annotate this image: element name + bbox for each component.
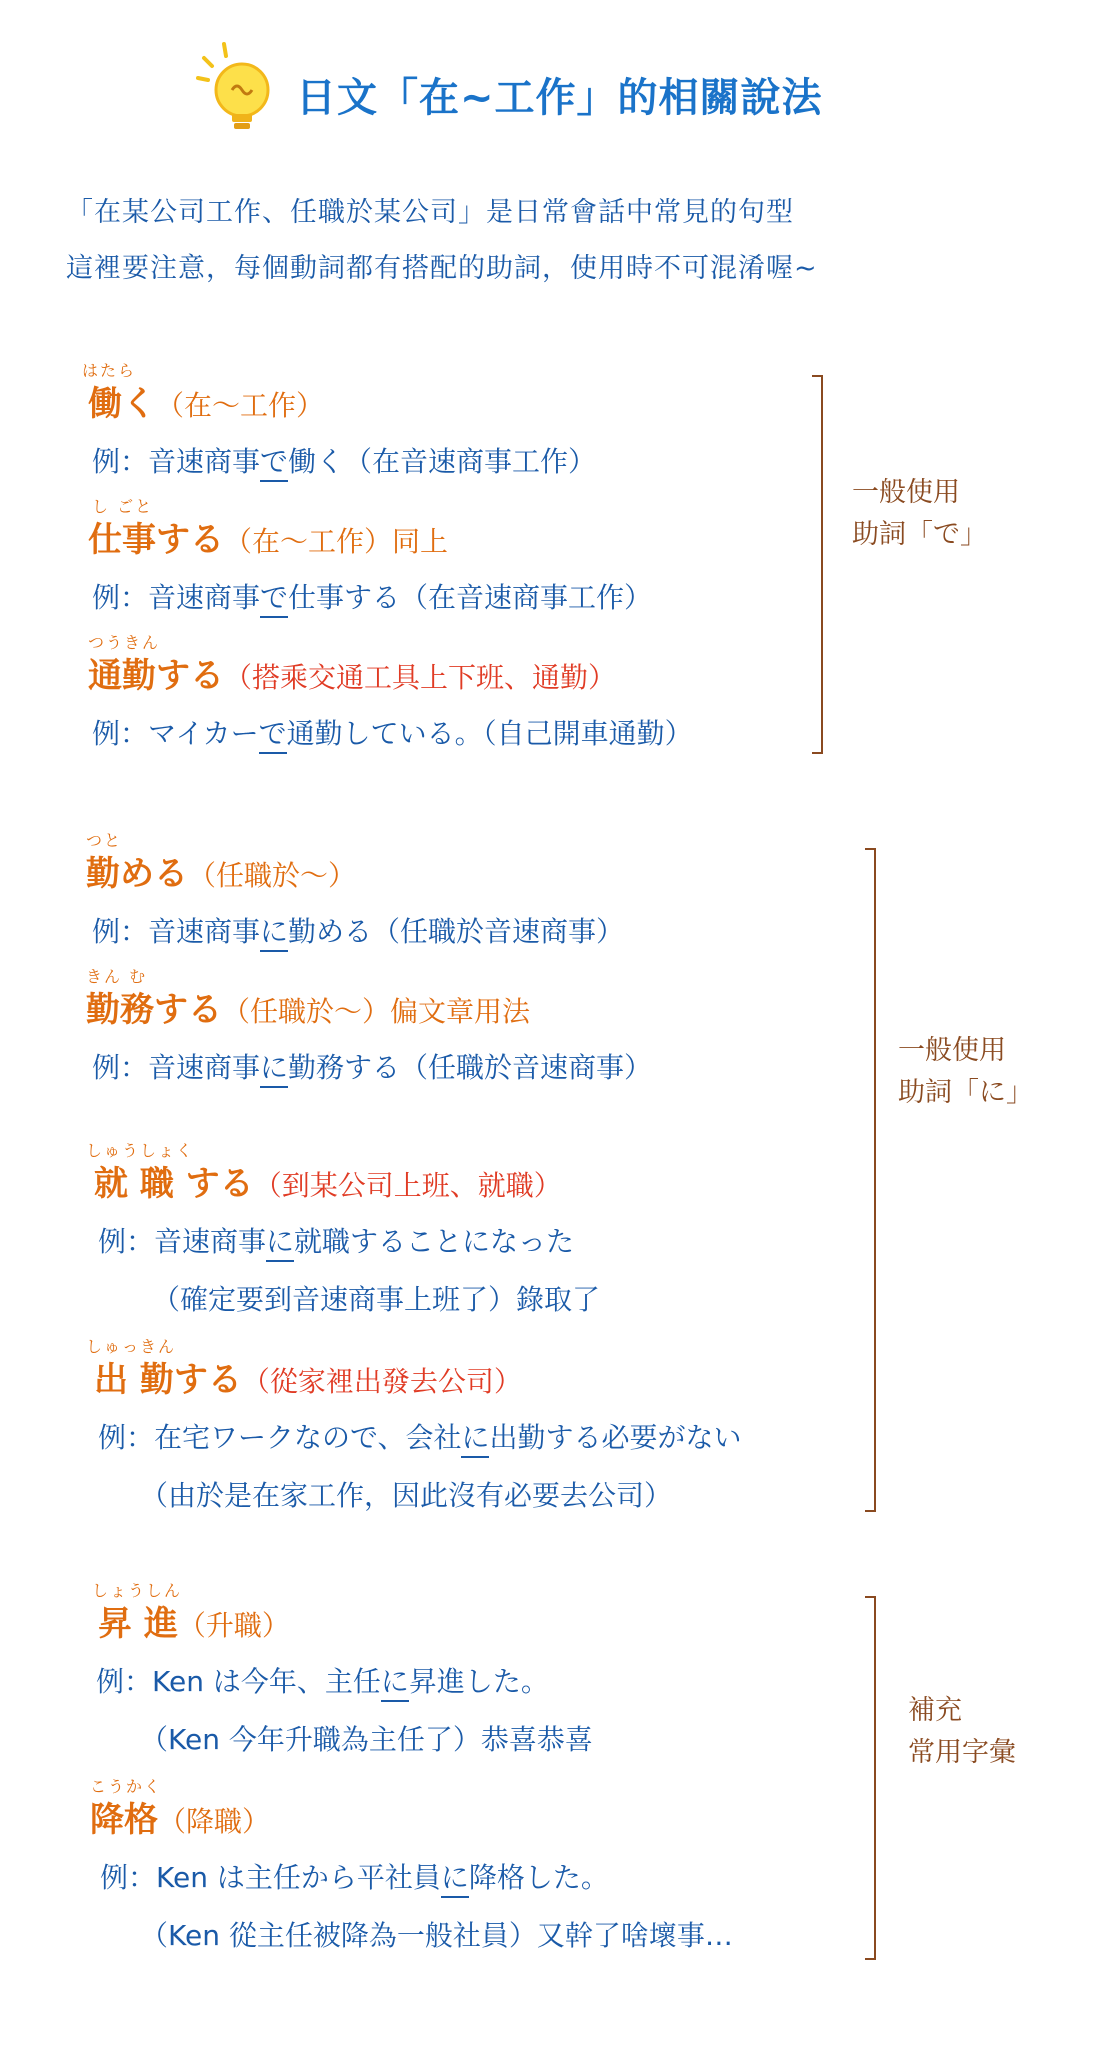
example-text: 降格した。 [468, 1861, 609, 1894]
term-ruby: し ごと [92, 497, 154, 516]
term-ruby: しょうしん [92, 1581, 183, 1600]
example-text: 例：音速商事 [92, 581, 261, 614]
example-sentence [96, 1660, 549, 1700]
particle-underlined: に [461, 1421, 489, 1458]
example-translation: （確定要到音速商事上班了）錄取了 [152, 1283, 601, 1316]
term-word: 出 勤する [94, 1360, 242, 1400]
example-text: 勤める（任職於音速商事） [288, 915, 625, 948]
particle-underlined: に [381, 1665, 409, 1702]
example-text: 出勤する必要がない [489, 1421, 742, 1454]
term-word: 勤務する [86, 990, 222, 1030]
example-text: 例：音速商事 [92, 445, 261, 478]
section3-bracket [865, 1596, 876, 1960]
term-ruby: こうかく [90, 1777, 163, 1796]
lightbulb-icon [190, 38, 280, 138]
term-shigoto-suru [88, 512, 448, 561]
example-text: 例：Ken は今年、主任 [96, 1665, 381, 1698]
particle-underlined: で [259, 717, 287, 754]
term-koukaku [90, 1792, 270, 1841]
section1-bracket [812, 375, 823, 754]
example-text: 例：在宅ワークなので、会社 [98, 1421, 462, 1454]
example-sentence [98, 1220, 574, 1260]
term-gloss: （搭乘交通工具上下班、通勤） [224, 661, 617, 694]
particle-underlined: に [441, 1861, 469, 1898]
side-label-line1: 補充 [908, 1695, 962, 1726]
example-text: 通勤している。（自己開車通勤） [286, 717, 693, 750]
term-shukkin-suru [94, 1352, 522, 1401]
particle-underlined: に [260, 1051, 288, 1088]
example-text: 例：マイカー [92, 717, 259, 750]
example-text: 例：音速商事 [92, 1051, 261, 1084]
section1-side-label [852, 472, 987, 556]
example-text: 例：音速商事 [98, 1225, 267, 1258]
particle-underlined: に [260, 915, 288, 952]
term-gloss: （在～工作）同上 [224, 525, 449, 558]
example-text: 昇進した。 [408, 1665, 549, 1698]
term-word: 通勤する [88, 656, 224, 696]
intro-line-1: 「在某公司工作、任職於某公司」是日常會話中常見的句型 [66, 197, 794, 228]
example-text: 勤務する（任職於音速商事） [288, 1051, 653, 1084]
term-gloss: （降職） [158, 1805, 271, 1838]
term-ruby: きん む [86, 967, 148, 986]
term-ruby: しゅっきん [86, 1337, 177, 1356]
term-word: 仕事する [88, 520, 224, 560]
page-title: 日文「在~工作」的相關說法 [296, 75, 823, 121]
example-sentence [92, 1046, 652, 1086]
example-text: 例：Ken は主任から平社員 [100, 1861, 441, 1894]
side-label-line1: 一般使用 [852, 477, 960, 508]
term-tsuukin-suru [88, 648, 616, 697]
section3-side-label [908, 1690, 1016, 1774]
term-gloss: （從家裡出發去公司） [241, 1365, 522, 1398]
term-gloss: （在～工作） [156, 389, 325, 422]
term-kinmu-suru [86, 982, 530, 1031]
side-label-line2: 常用字彙 [908, 1737, 1016, 1768]
term-hataraku [88, 376, 324, 425]
side-label-line1: 一般使用 [898, 1035, 1006, 1066]
example-sentence [100, 1856, 609, 1896]
term-gloss: （任職於～）偏文章用法 [222, 995, 531, 1028]
section2-bracket [865, 848, 876, 1512]
term-ruby: つと [86, 831, 123, 850]
particle-underlined: で [260, 581, 288, 618]
example-sentence [92, 712, 693, 752]
term-shoushin [98, 1596, 290, 1645]
term-word: 働く [88, 384, 156, 424]
example-sentence [92, 440, 596, 480]
example-translation: （Ken 今年升職為主任了）恭喜恭喜 [140, 1723, 593, 1756]
term-ruby: はたら [82, 361, 137, 380]
example-sentence [98, 1416, 741, 1456]
side-label-line2: 助詞「に」 [898, 1077, 1033, 1108]
example-translation: （由於是在家工作，因此沒有必要去公司） [140, 1479, 673, 1512]
term-tsutomeru [86, 846, 356, 895]
term-shuushoku-suru [94, 1156, 562, 1205]
example-translation: （Ken 從主任被降為一般社員）又幹了啥壞事… [140, 1919, 733, 1952]
example-text: 例：音速商事 [92, 915, 261, 948]
term-gloss: （升職） [177, 1609, 290, 1642]
term-ruby: しゅうしょく [86, 1141, 195, 1160]
particle-underlined: に [266, 1225, 294, 1262]
example-sentence [92, 910, 624, 950]
example-text: 就職することになった [294, 1225, 575, 1258]
example-text: 仕事する（在音速商事工作） [288, 581, 653, 614]
term-word: 勤める [86, 854, 188, 894]
particle-underlined: で [260, 445, 288, 482]
term-word: 昇 進 [98, 1604, 178, 1644]
term-word: 降格 [90, 1800, 158, 1840]
intro-line-2: 這裡要注意，每個動詞都有搭配的助詞，使用時不可混淆喔~ [66, 253, 818, 284]
side-label-line2: 助詞「で」 [852, 519, 987, 550]
term-word: 就 職 する [94, 1164, 254, 1204]
section2-side-label [898, 1030, 1033, 1114]
term-ruby: つうきん [88, 633, 161, 652]
example-sentence [92, 576, 652, 616]
term-gloss: （任職於～） [188, 859, 357, 892]
term-gloss: （到某公司上班、就職） [253, 1169, 562, 1202]
example-text: 働く（在音速商事工作） [288, 445, 597, 478]
